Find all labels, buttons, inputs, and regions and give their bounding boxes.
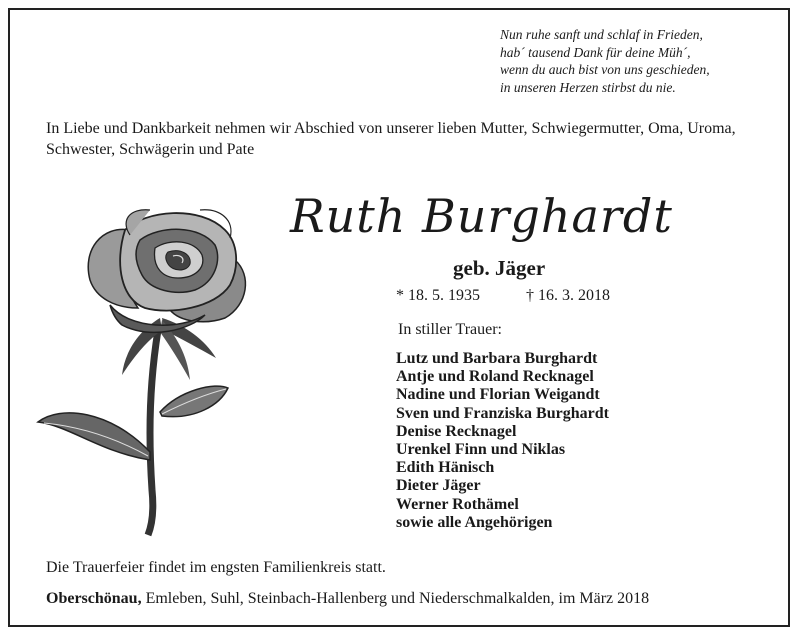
obituary-notice [8,8,790,627]
place-rest: Emleben, Suhl, Steinbach-Hallenberg und Niederschmalkalden, im März 2018 [141,590,650,607]
poem [500,26,770,96]
intro-text: In Liebe und Dankbarkeit nehmen wir Abschied von unserer lieben Mutter, Schwiegermutter, Oma, Uroma, Schwester, Schwägerin und Pate [46,120,736,158]
mourner: Werner Rothämel [396,495,519,513]
mourner: Denise Recknagel [396,422,517,440]
poem-line: hab´ tausend Dank für deine Müh´, [500,44,691,60]
poem-line: Nun ruhe sanft und schlaf in Frieden, [500,27,703,42]
mourner: Nadine und Florian Weigandt [396,386,600,404]
death-date: † 16. 3. 2018 [526,287,610,304]
mourner: Dieter Jäger [396,477,481,495]
mourner: Edith Hänisch [396,459,495,477]
deceased-name: Ruth Burghardt [290,189,673,243]
mourners-list [396,350,609,532]
place-line [46,590,649,608]
service-note: Die Trauerfeier findet im engsten Familienkreis statt. [46,559,386,576]
life-dates [396,287,656,305]
mourner: Antje und Roland Recknagel [396,368,594,386]
mourner: Lutz und Barbara Burghardt [396,350,598,367]
mourners-heading: In stiller Trauer: [398,321,502,338]
poem-line: wenn du auch bist von uns geschieden, [500,62,710,77]
place-main: Oberschönau, [46,590,142,607]
mourner: Sven und Franziska Burghardt [396,404,609,422]
poem-line: in unseren Herzen stirbst du nie. [500,79,676,95]
rose-icon [30,190,280,540]
birth-date: * 18. 5. 1935 [396,287,480,304]
maiden-name: geb. Jäger [453,256,546,280]
mourner: sowie alle Angehörigen [396,513,553,531]
mourner: Urenkel Finn und Niklas [396,441,566,459]
